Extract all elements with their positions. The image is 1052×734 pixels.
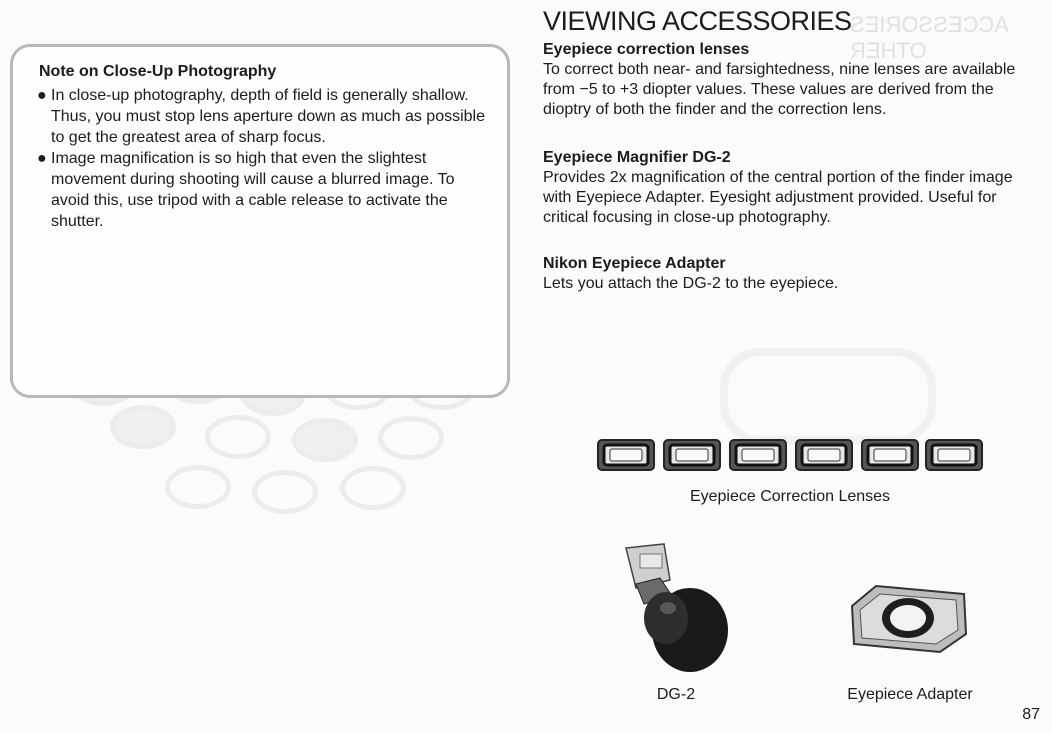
section-heading: Eyepiece correction lenses: [543, 41, 750, 58]
faded-filter-ring: [110, 405, 176, 449]
eyepiece-adapter-illustration: [846, 580, 972, 656]
bullet-icon: ●: [37, 150, 47, 167]
correction-lenses-illustration: [596, 438, 986, 472]
section-body: Lets you attach the DG-2 to the eyepiece.: [543, 275, 839, 292]
correction-lens-icon: [730, 440, 786, 470]
section-magnifier: [543, 148, 1043, 228]
page-title: VIEWING ACCESSORIES: [543, 6, 852, 36]
note-item-text: In close-up photography, depth of field is generally shallow. Thus, you must stop lens aperture down as much as possible to get the greatest area of sharp focus.: [51, 87, 485, 146]
section-body: Provides 2x magnification of the central portion of the finder image with Eyepiece Adapter. Eyesight adjustment provided. Useful for critical focusing in close-up photography.: [543, 169, 1013, 226]
bullet-icon: ●: [37, 87, 47, 104]
ghost-heading: ƧƎIЯOƧƧƎƆƆA ЯƎHTO: [850, 12, 1008, 63]
faded-filter-ring: [340, 466, 406, 510]
page-number: 87: [1022, 706, 1040, 723]
section-correction-lenses: [543, 40, 1043, 120]
note-item-text: Image magnification is so high that even the slightest movement during shooting will cause a blurred image. To avoid this, use tripod with a cable release to activate the shutter.: [51, 150, 455, 230]
faded-filter-ring: [252, 470, 318, 514]
correction-lens-icon: [926, 440, 982, 470]
note-item: [35, 148, 495, 232]
dg2-magnifier-illustration: [596, 538, 736, 674]
correction-lens-icon: [796, 440, 852, 470]
faded-lens-hood: [720, 348, 936, 444]
note-box: [10, 44, 510, 398]
section-body: To correct both near- and farsightedness, nine lenses are available from −5 to +3 diopter values. These values are derived from the dioptry of both the finder and the correction lens.: [543, 61, 1016, 118]
faded-filter-ring: [378, 416, 444, 460]
caption-adapter: Eyepiece Adapter: [847, 686, 973, 703]
correction-lens-icon: [664, 440, 720, 470]
section-adapter: [543, 254, 1043, 294]
correction-lens-icon: [862, 440, 918, 470]
note-item: [35, 85, 495, 148]
correction-lens-icon: [598, 440, 654, 470]
caption-correction-lenses: Eyepiece Correction Lenses: [689, 488, 891, 505]
note-title: Note on Close-Up Photography: [39, 63, 277, 80]
faded-filter-ring: [165, 465, 231, 509]
caption-dg2: DG-2: [656, 686, 696, 703]
section-heading: Nikon Eyepiece Adapter: [543, 255, 726, 272]
faded-filter-ring: [292, 418, 358, 462]
note-list: [35, 85, 495, 232]
faded-filter-ring: [205, 415, 271, 459]
section-heading: Eyepiece Magnifier DG-2: [543, 149, 731, 166]
